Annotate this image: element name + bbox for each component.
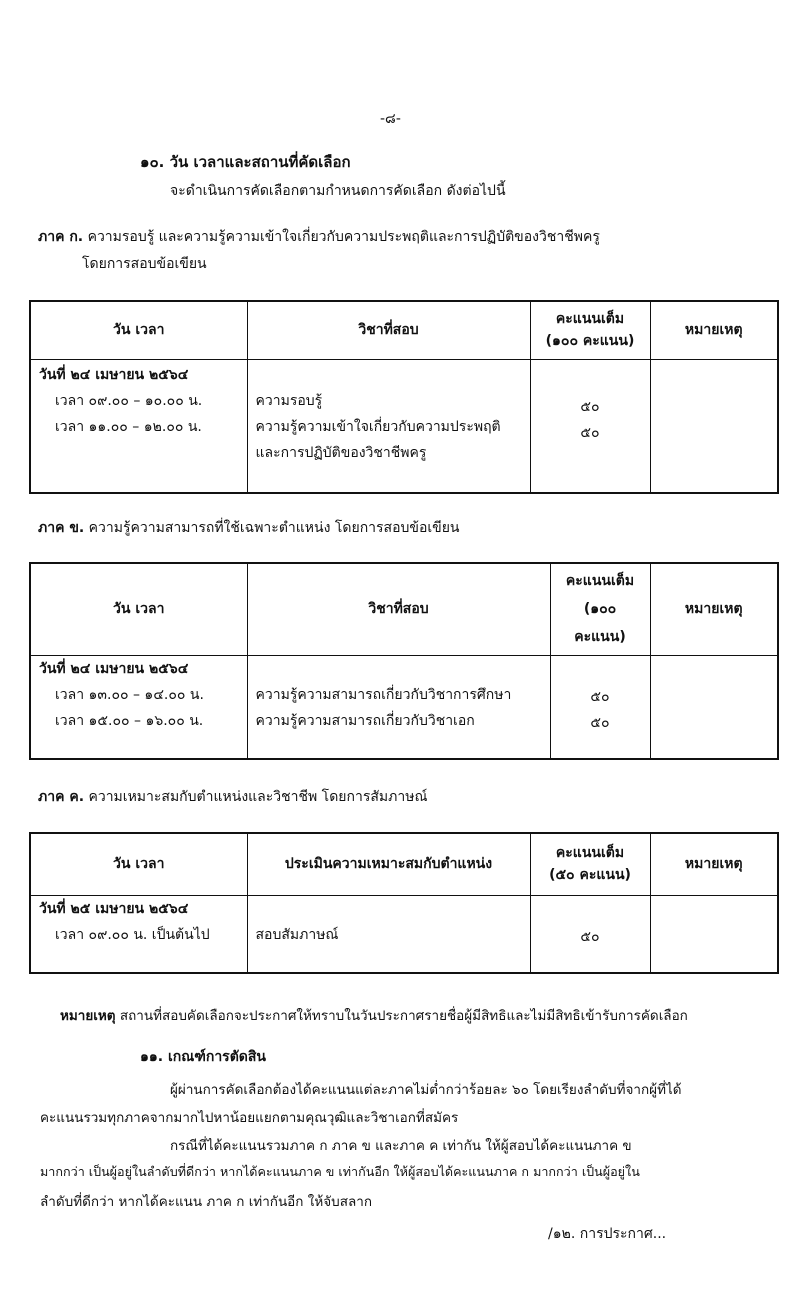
part-a-header-score bbox=[530, 301, 650, 359]
part-a-desc-line2: โดยการสอบข้อเขียน bbox=[82, 256, 207, 272]
part-c-header-score bbox=[530, 833, 650, 895]
part-a-header-datetime: วัน เวลา bbox=[30, 301, 247, 359]
part-a-remark-cell bbox=[650, 359, 778, 493]
part-a-subject2-line1: ความรู้ความเข้าใจเกี่ยวกับความประพฤติ bbox=[255, 418, 501, 435]
exam-location-note bbox=[60, 1004, 688, 1026]
part-b-header-score-line2: (๑๐๐ bbox=[583, 601, 617, 618]
section-11-para2-line1: กรณีที่ได้คะแนนรวมภาค ก ภาค ข และภาค ค เท่ากัน ให้ผู้สอบได้คะแนนภาค ข bbox=[170, 1138, 632, 1154]
part-a-description bbox=[38, 226, 600, 248]
part-b-datetime-cell bbox=[30, 655, 247, 759]
part-b-subject-cell bbox=[247, 655, 550, 759]
part-a-datetime-cell bbox=[30, 359, 247, 493]
section-10-intro: จะดำเนินการคัดเลือกตามกำหนดการคัดเลือก ดังต่อไปนี้ bbox=[170, 183, 506, 199]
part-a-score-cell bbox=[530, 359, 650, 493]
part-a-header-subject: วิชาที่สอบ bbox=[247, 301, 530, 359]
part-a-desc-line1: ความรอบรู้ และความรู้ความเข้าใจเกี่ยวกับความประพฤติและการปฏิบัติของวิชาชีพครู bbox=[87, 229, 600, 245]
part-c-body-row bbox=[30, 895, 778, 973]
continuation-marker: /๑๒. การประกาศ... bbox=[548, 1226, 667, 1242]
part-c-label: ภาค ค. bbox=[38, 789, 85, 805]
part-b-subject1: ความรู้ความสามารถเกี่ยวกับวิชาการศึกษา bbox=[255, 686, 512, 703]
part-b-header-score-line3: คะแนน) bbox=[574, 629, 626, 646]
part-a-subject2-line2: และการปฏิบัติของวิชาชีพครู bbox=[255, 444, 427, 461]
part-b-date: วันที่ ๒๔ เมษายน ๒๕๖๔ bbox=[39, 660, 189, 677]
part-a-time1: เวลา ๐๙.๐๐ – ๑๐.๐๐ น. bbox=[55, 392, 203, 409]
part-c-datetime-cell bbox=[30, 895, 247, 973]
part-b-description bbox=[38, 517, 460, 539]
part-b-desc: ความรู้ความสามารถที่ใช้เฉพาะตำแหน่ง โดยการสอบข้อเขียน bbox=[88, 520, 460, 536]
part-c-header-score-line2: (๕๐ คะแนน) bbox=[549, 867, 631, 884]
part-c-date: วันที่ ๒๕ เมษายน ๒๕๖๔ bbox=[39, 900, 189, 917]
part-b-header-row bbox=[30, 563, 778, 655]
part-b-table bbox=[29, 562, 779, 760]
part-a-score2: ๕๐ bbox=[580, 424, 600, 441]
part-c-header-remark: หมายเหตุ bbox=[650, 833, 778, 895]
part-c-subject-cell bbox=[247, 895, 530, 973]
note-label: หมายเหตุ bbox=[60, 1008, 116, 1024]
part-a-subject-cell bbox=[247, 359, 530, 493]
part-c-header-datetime: วัน เวลา bbox=[30, 833, 247, 895]
part-a-score1: ๕๐ bbox=[580, 398, 600, 415]
part-a-table bbox=[29, 300, 779, 494]
part-a-subject1: ความรอบรู้ bbox=[255, 392, 323, 409]
part-c-remark-cell bbox=[650, 895, 778, 973]
part-b-header-datetime: วัน เวลา bbox=[30, 563, 247, 655]
part-b-header-score-line1: คะแนนเต็ม bbox=[565, 573, 635, 590]
part-a-time2: เวลา ๑๑.๐๐ – ๑๒.๐๐ น. bbox=[55, 418, 202, 435]
note-text: สถานที่สอบคัดเลือกจะประกาศให้ทราบในวันประกาศรายชื่อผู้มีสิทธิและไม่มีสิทธิเข้ารับการคัดเลือก bbox=[119, 1008, 688, 1024]
part-b-score1: ๕๐ bbox=[590, 688, 610, 705]
part-a-label: ภาค ก. bbox=[38, 229, 84, 245]
part-c-header-score-line1: คะแนนเต็ม bbox=[555, 845, 625, 862]
part-c-header-subject: ประเมินความเหมาะสมกับตำแหน่ง bbox=[247, 833, 530, 895]
part-b-label: ภาค ข. bbox=[38, 520, 85, 536]
part-c-score1: ๕๐ bbox=[580, 928, 600, 945]
part-c-time1: เวลา ๐๙.๐๐ น. เป็นต้นไป bbox=[55, 926, 210, 943]
part-b-body-row bbox=[30, 655, 778, 759]
part-a-header-score-line2: (๑๐๐ คะแนน) bbox=[545, 333, 635, 350]
section-11-para1-line1: ผู้ผ่านการคัดเลือกต้องได้คะแนนแต่ละภาคไม่ต่ำกว่าร้อยละ ๖๐ โดยเรียงลำดับที่จากผู้ที่ได้ bbox=[170, 1082, 682, 1098]
part-b-remark-cell bbox=[650, 655, 778, 759]
page-number: -๘- bbox=[380, 111, 401, 127]
part-a-header-score-line1: คะแนนเต็ม bbox=[555, 311, 625, 328]
part-b-header-subject: วิชาที่สอบ bbox=[247, 563, 550, 655]
part-b-header-remark: หมายเหตุ bbox=[650, 563, 778, 655]
part-c-subject1: สอบสัมภาษณ์ bbox=[255, 926, 339, 943]
part-b-subject2: ความรู้ความสามารถเกี่ยวกับวิชาเอก bbox=[255, 712, 475, 729]
part-b-time2: เวลา ๑๕.๐๐ – ๑๖.๐๐ น. bbox=[55, 712, 204, 729]
section-11-para2-line2: มากกว่า เป็นผู้อยู่ในลำดับที่ดีกว่า หากได้คะแนนภาค ข เท่ากันอีก ให้ผู้สอบได้คะแนนภาค ก มากกว่า เป็นผู้อยู่ใน bbox=[40, 1164, 640, 1179]
section-11-para2-line3: ลำดับที่ดีกว่า หากได้คะแนน ภาค ก เท่ากันอีก ให้จับสลาก bbox=[40, 1194, 372, 1210]
part-b-time1: เวลา ๑๓.๐๐ – ๑๔.๐๐ น. bbox=[55, 686, 204, 703]
part-a-header-remark: หมายเหตุ bbox=[650, 301, 778, 359]
section-11-title: ๑๑. เกณฑ์การตัดสิน bbox=[140, 1049, 266, 1065]
part-c-table bbox=[29, 832, 779, 974]
part-a-header-row bbox=[30, 301, 778, 359]
part-b-header-score bbox=[550, 563, 650, 655]
section-10-title: ๑๐. วัน เวลาและสถานที่คัดเลือก bbox=[140, 153, 351, 171]
part-b-score2: ๕๐ bbox=[590, 714, 610, 731]
part-a-body-row bbox=[30, 359, 778, 493]
part-b-score-cell bbox=[550, 655, 650, 759]
section-11-para1-line2: คะแนนรวมทุกภาคจากมากไปหาน้อยแยกตามคุณวุฒิและวิชาเอกที่สมัคร bbox=[40, 1110, 459, 1126]
part-a-date: วันที่ ๒๔ เมษายน ๒๕๖๔ bbox=[39, 366, 189, 383]
part-c-desc: ความเหมาะสมกับตำแหน่งและวิชาชีพ โดยการสัมภาษณ์ bbox=[88, 789, 428, 805]
part-c-header-row bbox=[30, 833, 778, 895]
part-c-score-cell bbox=[530, 895, 650, 973]
part-c-description bbox=[38, 786, 427, 808]
